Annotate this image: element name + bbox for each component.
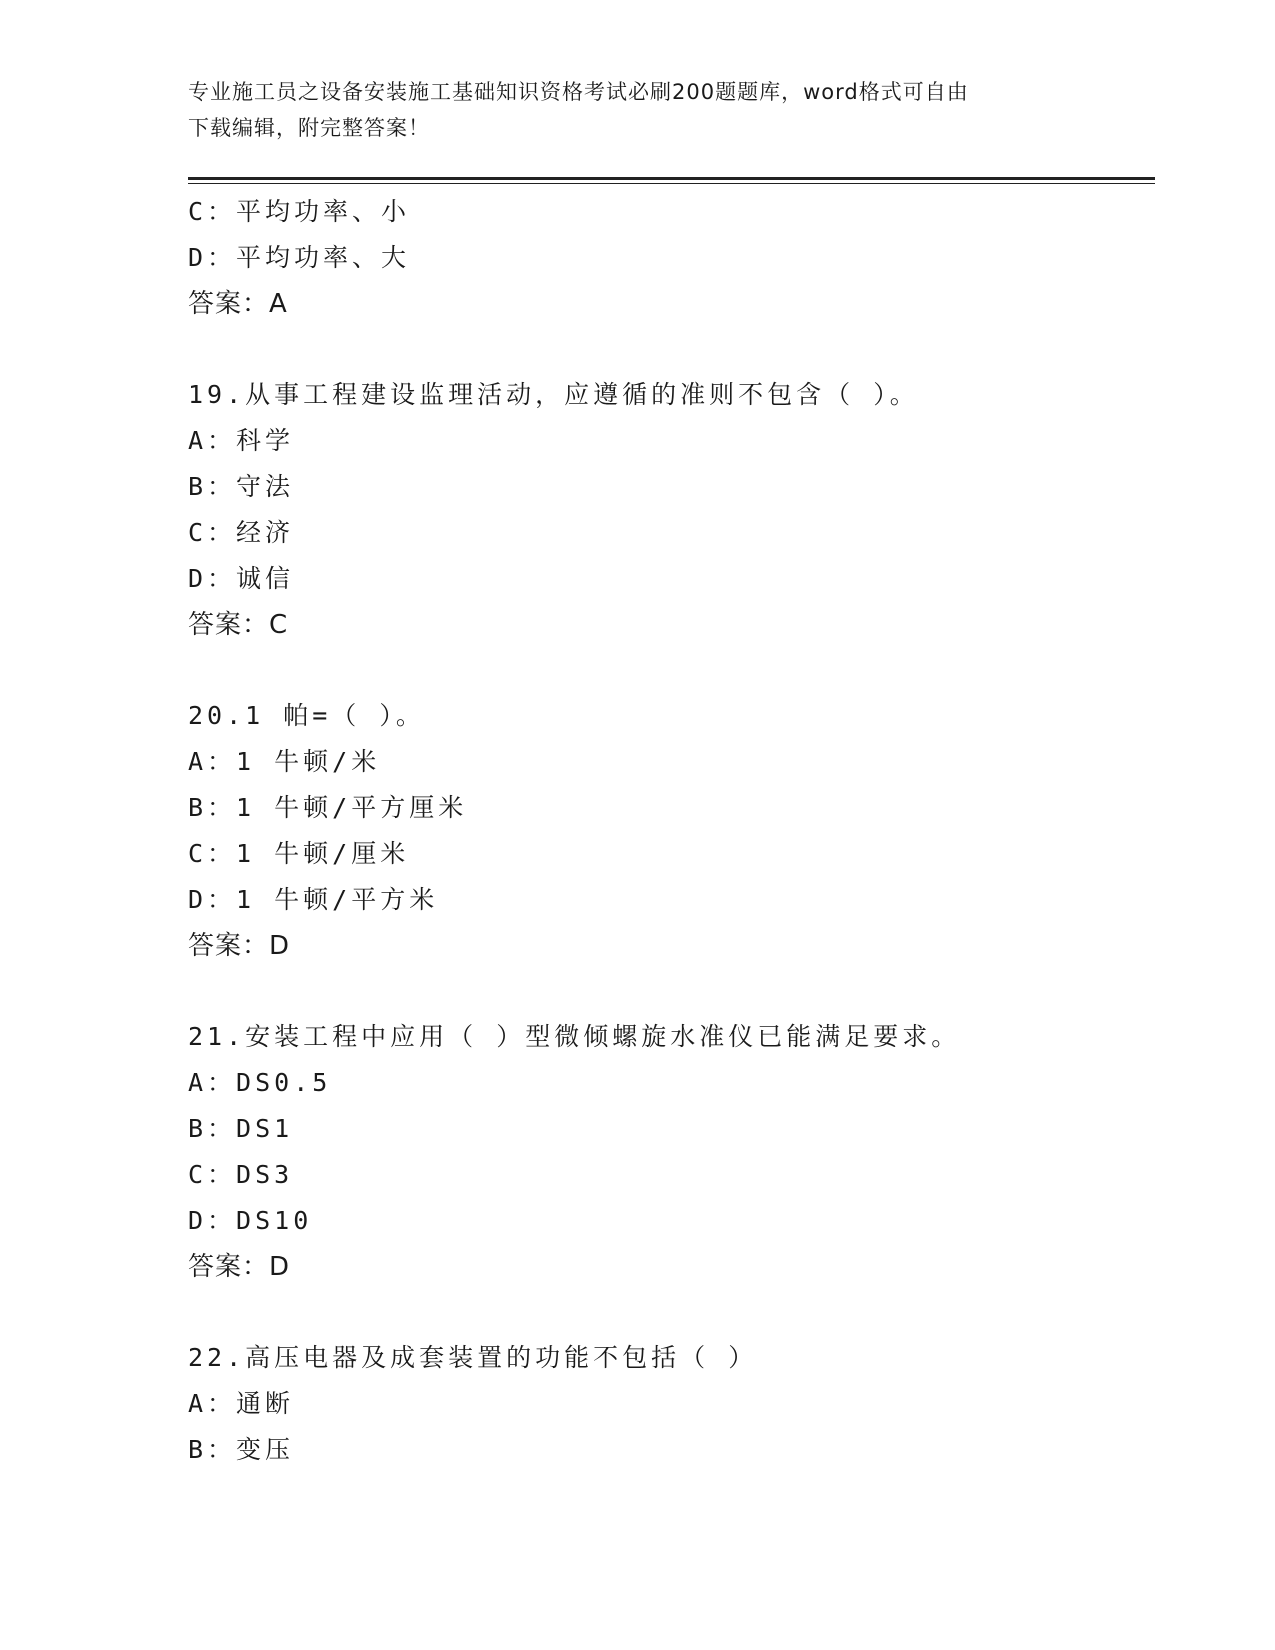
header-divider-thin xyxy=(188,183,1155,184)
option-a: A：科学 xyxy=(188,426,295,455)
answer-line: 答案：D xyxy=(188,1252,291,1282)
option-a: A：DS0.5 xyxy=(188,1068,332,1097)
question-text: 19.从事工程建设监理活动，应遵循的准则不包含（ ）。 xyxy=(188,380,919,409)
option-b: B：守法 xyxy=(188,472,295,501)
document-header xyxy=(188,74,1088,146)
option-a: A：1 牛顿/米 xyxy=(188,747,381,776)
header-line-2: 下载编辑，附完整答案！ xyxy=(188,116,430,140)
answer-line: 答案：C xyxy=(188,610,289,640)
option-c: C：DS3 xyxy=(188,1160,294,1189)
question-block-19 xyxy=(188,372,1155,648)
option-c: C：经济 xyxy=(188,518,295,547)
header-line-1: 专业施工员之设备安装施工基础知识资格考试必刷200题题库，word格式可自由 xyxy=(188,80,969,104)
option-b: B：1 牛顿/平方厘米 xyxy=(188,793,468,822)
option-d: D：1 牛顿/平方米 xyxy=(188,885,439,914)
option-d: D：DS10 xyxy=(188,1206,313,1235)
question-text: 21.安装工程中应用（ ）型微倾螺旋水准仪已能满足要求。 xyxy=(188,1022,961,1051)
question-block-22 xyxy=(188,1335,1155,1473)
option-c: C：1 牛顿/厘米 xyxy=(188,839,410,868)
question-text: 22.高压电器及成套装置的功能不包括（ ） xyxy=(188,1343,758,1372)
option-d: D：平均功率、大 xyxy=(188,243,411,272)
option-b: B：变压 xyxy=(188,1435,295,1464)
question-block-20 xyxy=(188,693,1155,969)
question-list xyxy=(188,189,1155,1473)
header-divider-thick xyxy=(188,177,1155,180)
question-block-18 xyxy=(188,189,1155,327)
block-spacer xyxy=(188,1290,1155,1335)
option-b: B：DS1 xyxy=(188,1114,294,1143)
answer-line: 答案：D xyxy=(188,931,291,961)
question-text: 20.1 帕=（ ）。 xyxy=(188,701,425,730)
option-c: C：平均功率、小 xyxy=(188,197,411,226)
block-spacer xyxy=(188,648,1155,693)
option-d: D：诚信 xyxy=(188,564,295,593)
question-block-21 xyxy=(188,1014,1155,1290)
block-spacer xyxy=(188,327,1155,372)
answer-line: 答案：A xyxy=(188,289,288,319)
block-spacer xyxy=(188,969,1155,1014)
option-a: A：通断 xyxy=(188,1389,295,1418)
